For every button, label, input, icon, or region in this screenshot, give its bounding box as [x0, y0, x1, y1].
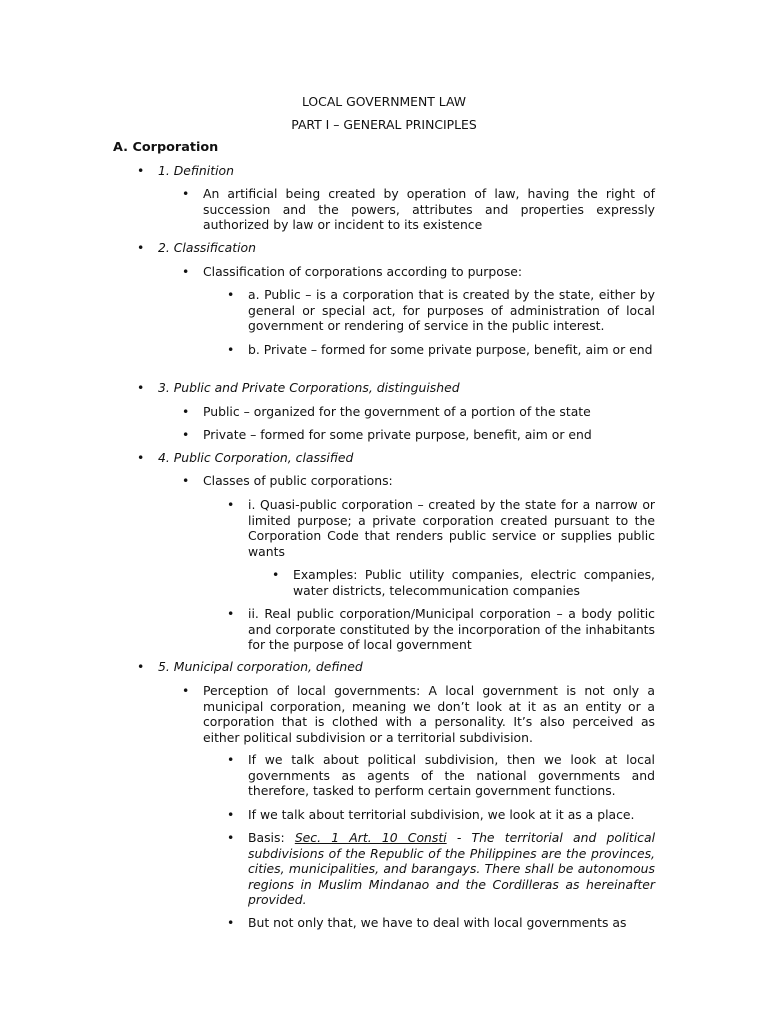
- bullet: •: [227, 830, 235, 845]
- list-item: [182, 427, 655, 443]
- bullet: •: [182, 404, 190, 419]
- list-item: [227, 752, 655, 799]
- list-item: [182, 683, 655, 745]
- document-subtitle: PART I – GENERAL PRINCIPLES: [291, 117, 477, 132]
- document-title: LOCAL GOVERNMENT LAW: [301, 94, 467, 109]
- bullet: •: [182, 427, 190, 442]
- list-item: [227, 342, 655, 358]
- bullet: •: [227, 807, 235, 822]
- bullet: •: [182, 683, 190, 698]
- bullet: •: [137, 450, 145, 465]
- list-item-text: Examples: Public utility companies, electric companies, water districts, telecommunication companies: [293, 567, 655, 598]
- list-item: [137, 380, 658, 396]
- bullet: •: [182, 186, 190, 201]
- list-item-text: If we talk about political subdivision, then we look at local governments as agents of the national governments and therefore, tasked to perform certain government functions.: [248, 752, 655, 799]
- list-item-text: 2. Classification: [158, 240, 256, 255]
- list-item: [227, 915, 655, 931]
- list-item-text: But not only that, we have to deal with local governments as: [248, 915, 627, 930]
- list-item: [227, 287, 655, 334]
- list-item: [137, 240, 658, 256]
- list-item: [182, 473, 655, 489]
- bullet: •: [227, 752, 235, 767]
- list-item-text: 3. Public and Private Corporations, distinguished: [158, 380, 460, 395]
- list-item-text: Private – formed for some private purpose, benefit, aim or end: [203, 427, 592, 442]
- bullet: •: [137, 163, 145, 178]
- list-item-text: 4. Public Corporation, classified: [158, 450, 354, 465]
- bullet: •: [227, 497, 235, 512]
- list-item-text: If we talk about territorial subdivision, we look at it as a place.: [248, 807, 635, 822]
- list-item-text: ii. Real public corporation/Municipal corporation – a body politic and corporate constituted by the incorporation of the inhabitants for the purpose of local government: [248, 606, 655, 653]
- list-item-text: b. Private – formed for some private purpose, benefit, aim or end: [248, 342, 653, 357]
- bullet: •: [182, 264, 190, 279]
- list-item: [137, 659, 658, 675]
- bullet: •: [227, 342, 235, 357]
- list-item: [137, 450, 658, 466]
- list-item-text: 1. Definition: [158, 163, 234, 178]
- bullet: •: [137, 380, 145, 395]
- list-item-text: i. Quasi-public corporation – created by the state for a narrow or limited purpose; a private corporation created pursuant to the Corporation Code that renders public service or supplies public wants: [248, 497, 655, 559]
- list-item: [227, 497, 655, 559]
- list-item: [227, 606, 655, 653]
- list-item-text: Classification of corporations according to purpose:: [203, 264, 523, 279]
- list-item-text: Perception of local governments: A local government is not only a municipal corporation, meaning we don’t look at it as an entity or a corporation that is clothed with a personality. It’s also perceived as either political subdivision or a territorial subdivision.: [203, 683, 655, 745]
- list-item: [272, 567, 655, 598]
- bullet: •: [227, 915, 235, 930]
- bullet: •: [227, 606, 235, 621]
- bullet: •: [137, 240, 145, 255]
- list-item-text: Classes of public corporations:: [203, 473, 393, 488]
- list-item: [137, 163, 658, 179]
- bullet: •: [182, 473, 190, 488]
- list-item-text: An artificial being created by operation of law, having the right of succession and the powers, attributes and properties expressly authorized by law or incident to its existence: [203, 186, 655, 233]
- list-item: [227, 807, 655, 823]
- basis-lead: Basis:: [248, 830, 295, 845]
- bullet: •: [272, 567, 280, 582]
- list-item: [182, 186, 655, 233]
- bullet: •: [227, 287, 235, 302]
- bullet: •: [137, 659, 145, 674]
- list-item-text: 5. Municipal corporation, defined: [158, 659, 363, 674]
- constitution-quote: - The territorial and political subdivisions of the Republic of the Philippines are the provinces, cities, municipalities, and barangays. There shall be autonomous regions in Muslim Mindanao and the Cordilleras as hereinafter provided.: [248, 830, 656, 908]
- list-item: [227, 830, 656, 908]
- list-item-text: Public – organized for the government of a portion of the state: [203, 404, 591, 419]
- constitution-reference: Sec. 1 Art. 10 Consti: [294, 830, 447, 845]
- list-item-text: a. Public – is a corporation that is created by the state, either by general or special act, for purposes of administration of local government or rendering of service in the public interest.: [248, 287, 655, 334]
- list-item-text: [248, 830, 655, 908]
- section-heading-corporation: A. Corporation: [113, 140, 219, 155]
- list-item: [182, 404, 655, 420]
- list-item: [182, 264, 655, 280]
